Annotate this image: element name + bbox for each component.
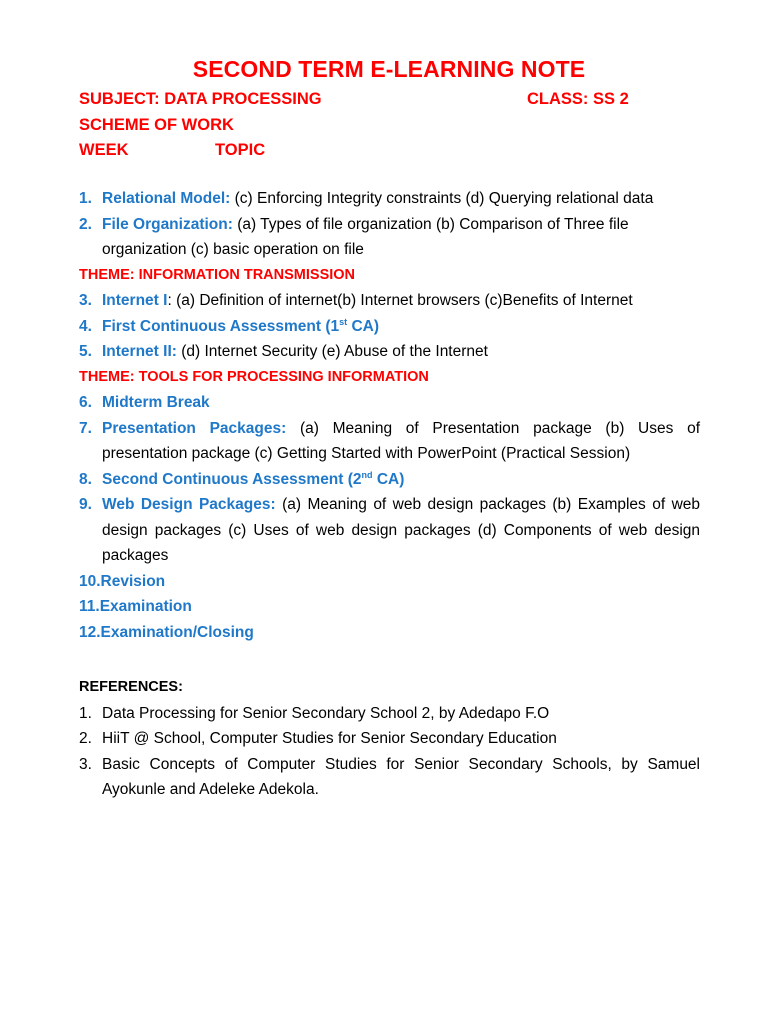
week-topic-label: Second Continuous Assessment (2 bbox=[102, 470, 362, 488]
week-item-6 bbox=[79, 390, 700, 416]
reference-number: 1. bbox=[79, 704, 92, 722]
reference-text: HiiT @ School, Computer Studies for Senior Secondary Education bbox=[102, 730, 557, 747]
week-number: 2. bbox=[79, 215, 92, 233]
week-topic-text: (c) Enforcing Integrity constraints (d) Querying relational data bbox=[230, 190, 654, 207]
topic-heading: TOPIC bbox=[215, 141, 266, 159]
week-topic-text: (a) Types of file organization (b) Comparison of Three file organization (c) basic operation on file bbox=[102, 215, 629, 258]
reference-text: Basic Concepts of Computer Studies for Senior Secondary Schools, by Samuel Ayokunle and Adeleke Adekola. bbox=[102, 755, 700, 798]
reference-text: Data Processing for Senior Secondary School 2, by Adedapo F.O bbox=[102, 704, 550, 722]
subject-heading: SUBJECT: DATA PROCESSING bbox=[79, 90, 322, 108]
week-item-2 bbox=[79, 212, 700, 263]
week-topic-label: Midterm Break bbox=[102, 394, 210, 411]
week-topic-label-end: CA) bbox=[347, 317, 380, 335]
week-item-9 bbox=[79, 492, 700, 569]
section-spacer bbox=[79, 645, 700, 675]
ordinal-suffix: st bbox=[339, 316, 348, 327]
week-topic-label: Internet I bbox=[102, 292, 168, 309]
week-item-12: 12.Examination/Closing bbox=[79, 623, 254, 641]
week-number: 7. bbox=[79, 419, 92, 437]
week-number: 6. bbox=[79, 394, 92, 411]
references-title: REFERENCES: bbox=[79, 679, 183, 695]
week-topic-label: Internet II: bbox=[102, 343, 177, 360]
theme-information-transmission: THEME: INFORMATION TRANSMISSION bbox=[79, 266, 356, 283]
ordinal-suffix: nd bbox=[361, 469, 373, 480]
week-number: 1. bbox=[79, 190, 92, 207]
week-number: 9. bbox=[79, 496, 92, 513]
scheme-heading: SCHEME OF WORK bbox=[79, 116, 234, 134]
week-topic-label: First Continuous Assessment (1 bbox=[102, 317, 340, 335]
week-number: 5. bbox=[79, 343, 92, 360]
week-item-4 bbox=[79, 314, 700, 340]
week-item-3 bbox=[79, 288, 700, 314]
week-item-10: 10.Revision bbox=[79, 572, 166, 590]
week-item-5 bbox=[79, 339, 700, 365]
reference-item bbox=[79, 701, 700, 727]
week-topic-text: (a) Meaning of web design packages (b) Examples of web design packages (c) Uses of web design packages (d) Components of web design packages bbox=[102, 496, 701, 564]
reference-item bbox=[79, 726, 700, 752]
scheme-of-work-list bbox=[79, 186, 700, 803]
week-topic-text: (d) Internet Security (e) Abuse of the Internet bbox=[176, 343, 488, 360]
class-heading: CLASS: SS 2 bbox=[527, 90, 629, 108]
week-topic-label: Relational Model: bbox=[102, 190, 231, 207]
week-topic-label: Presentation Packages: bbox=[102, 419, 287, 437]
week-number: 3. bbox=[79, 292, 92, 309]
week-item-11: 11.Examination bbox=[79, 598, 192, 615]
week-topic-label-end: CA) bbox=[372, 470, 405, 488]
week-number: 4. bbox=[79, 317, 92, 335]
reference-number: 3. bbox=[79, 755, 92, 773]
week-item-7 bbox=[79, 416, 700, 467]
week-item-1 bbox=[79, 186, 700, 212]
reference-number: 2. bbox=[79, 730, 92, 747]
week-topic-label: Web Design Packages: bbox=[102, 496, 276, 513]
reference-item bbox=[79, 752, 700, 803]
week-heading: WEEK bbox=[79, 141, 129, 159]
week-topic-label: File Organization: bbox=[102, 215, 233, 233]
week-number: 8. bbox=[79, 470, 92, 488]
week-topic-text: (a) Meaning of Presentation package (b) Uses of presentation package (c) Getting Started with PowerPoint (Practical Session) bbox=[102, 419, 700, 462]
theme-tools-for-processing: THEME: TOOLS FOR PROCESSING INFORMATION bbox=[79, 368, 429, 385]
week-topic-text: : (a) Definition of internet(b) Internet browsers (c)Benefits of Internet bbox=[167, 292, 633, 309]
page-title: SECOND TERM E-LEARNING NOTE bbox=[192, 56, 586, 82]
week-item-8 bbox=[79, 467, 700, 493]
